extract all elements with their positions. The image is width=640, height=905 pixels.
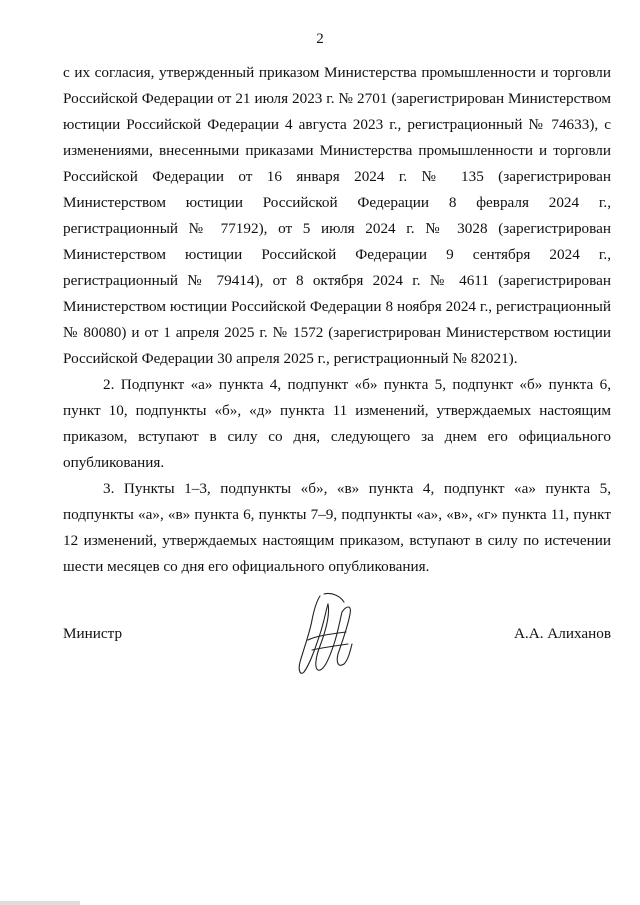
- document-body: [63, 60, 611, 580]
- position-title: Министр: [63, 625, 123, 642]
- paragraph-continuation: с их согласия, утвержденный приказом Министерства промышленности и торговли Российской Федерации от 21 июля 2023 г. № 2701 (зарегистрирован Министерством юстиции Российской Федерации 4 августа 2023 г., регистрационный № 74633), с изменениями, внесенными приказами Министерства промышленности и торговли Российской Федерации от 16 января 2024 г. № 135 (зарегистрирован Министерством юстиции Российской Федерации 8 февраля 2024 г., регистрационный № 77192), от 5 июля 2024 г. № 3028 (зарегистрирован Министерством юстиции Российской Федерации 9 сентября 2024 г., регистрационный № 79414), от 8 октября 2024 г. № 4611 (зарегистрирован Министерством юстиции Российской Федерации 8 ноября 2024 г., регистрационный № 80080) и от 1 апреля 2025 г. № 1572 (зарегистрирован Министерством юстиции Российской Федерации 30 апреля 2025 г., регистрационный № 82021).: [63, 64, 611, 367]
- paragraph-item-2: 2. Подпункт «а» пункта 4, подпункт «б» пункта 5, подпункт «б» пункта 6, пункт 10, подпункты «б», «д» пункта 11 изменений, утверждаемых настоящим приказом, вступают в силу со дня, следующего за днем его официального опубликования.: [63, 376, 611, 471]
- paragraph-item-3: 3. Пункты 1–3, подпункты «б», «в» пункта 4, подпункт «а» пункта 5, подпункты «а», «в» пункта 6, пункты 7–9, подпункты «а», «в», «г» пункта 11, пункт 12 изменений, утверждаемых настоящим приказом, вступают в силу по истечении шести месяцев со дня его официального опубликования.: [63, 480, 611, 575]
- scan-edge-mark: [0, 901, 80, 905]
- signatory-name: А.А. Алиханов: [513, 625, 611, 642]
- handwritten-signature: [290, 590, 360, 680]
- page-number: 2: [316, 31, 324, 47]
